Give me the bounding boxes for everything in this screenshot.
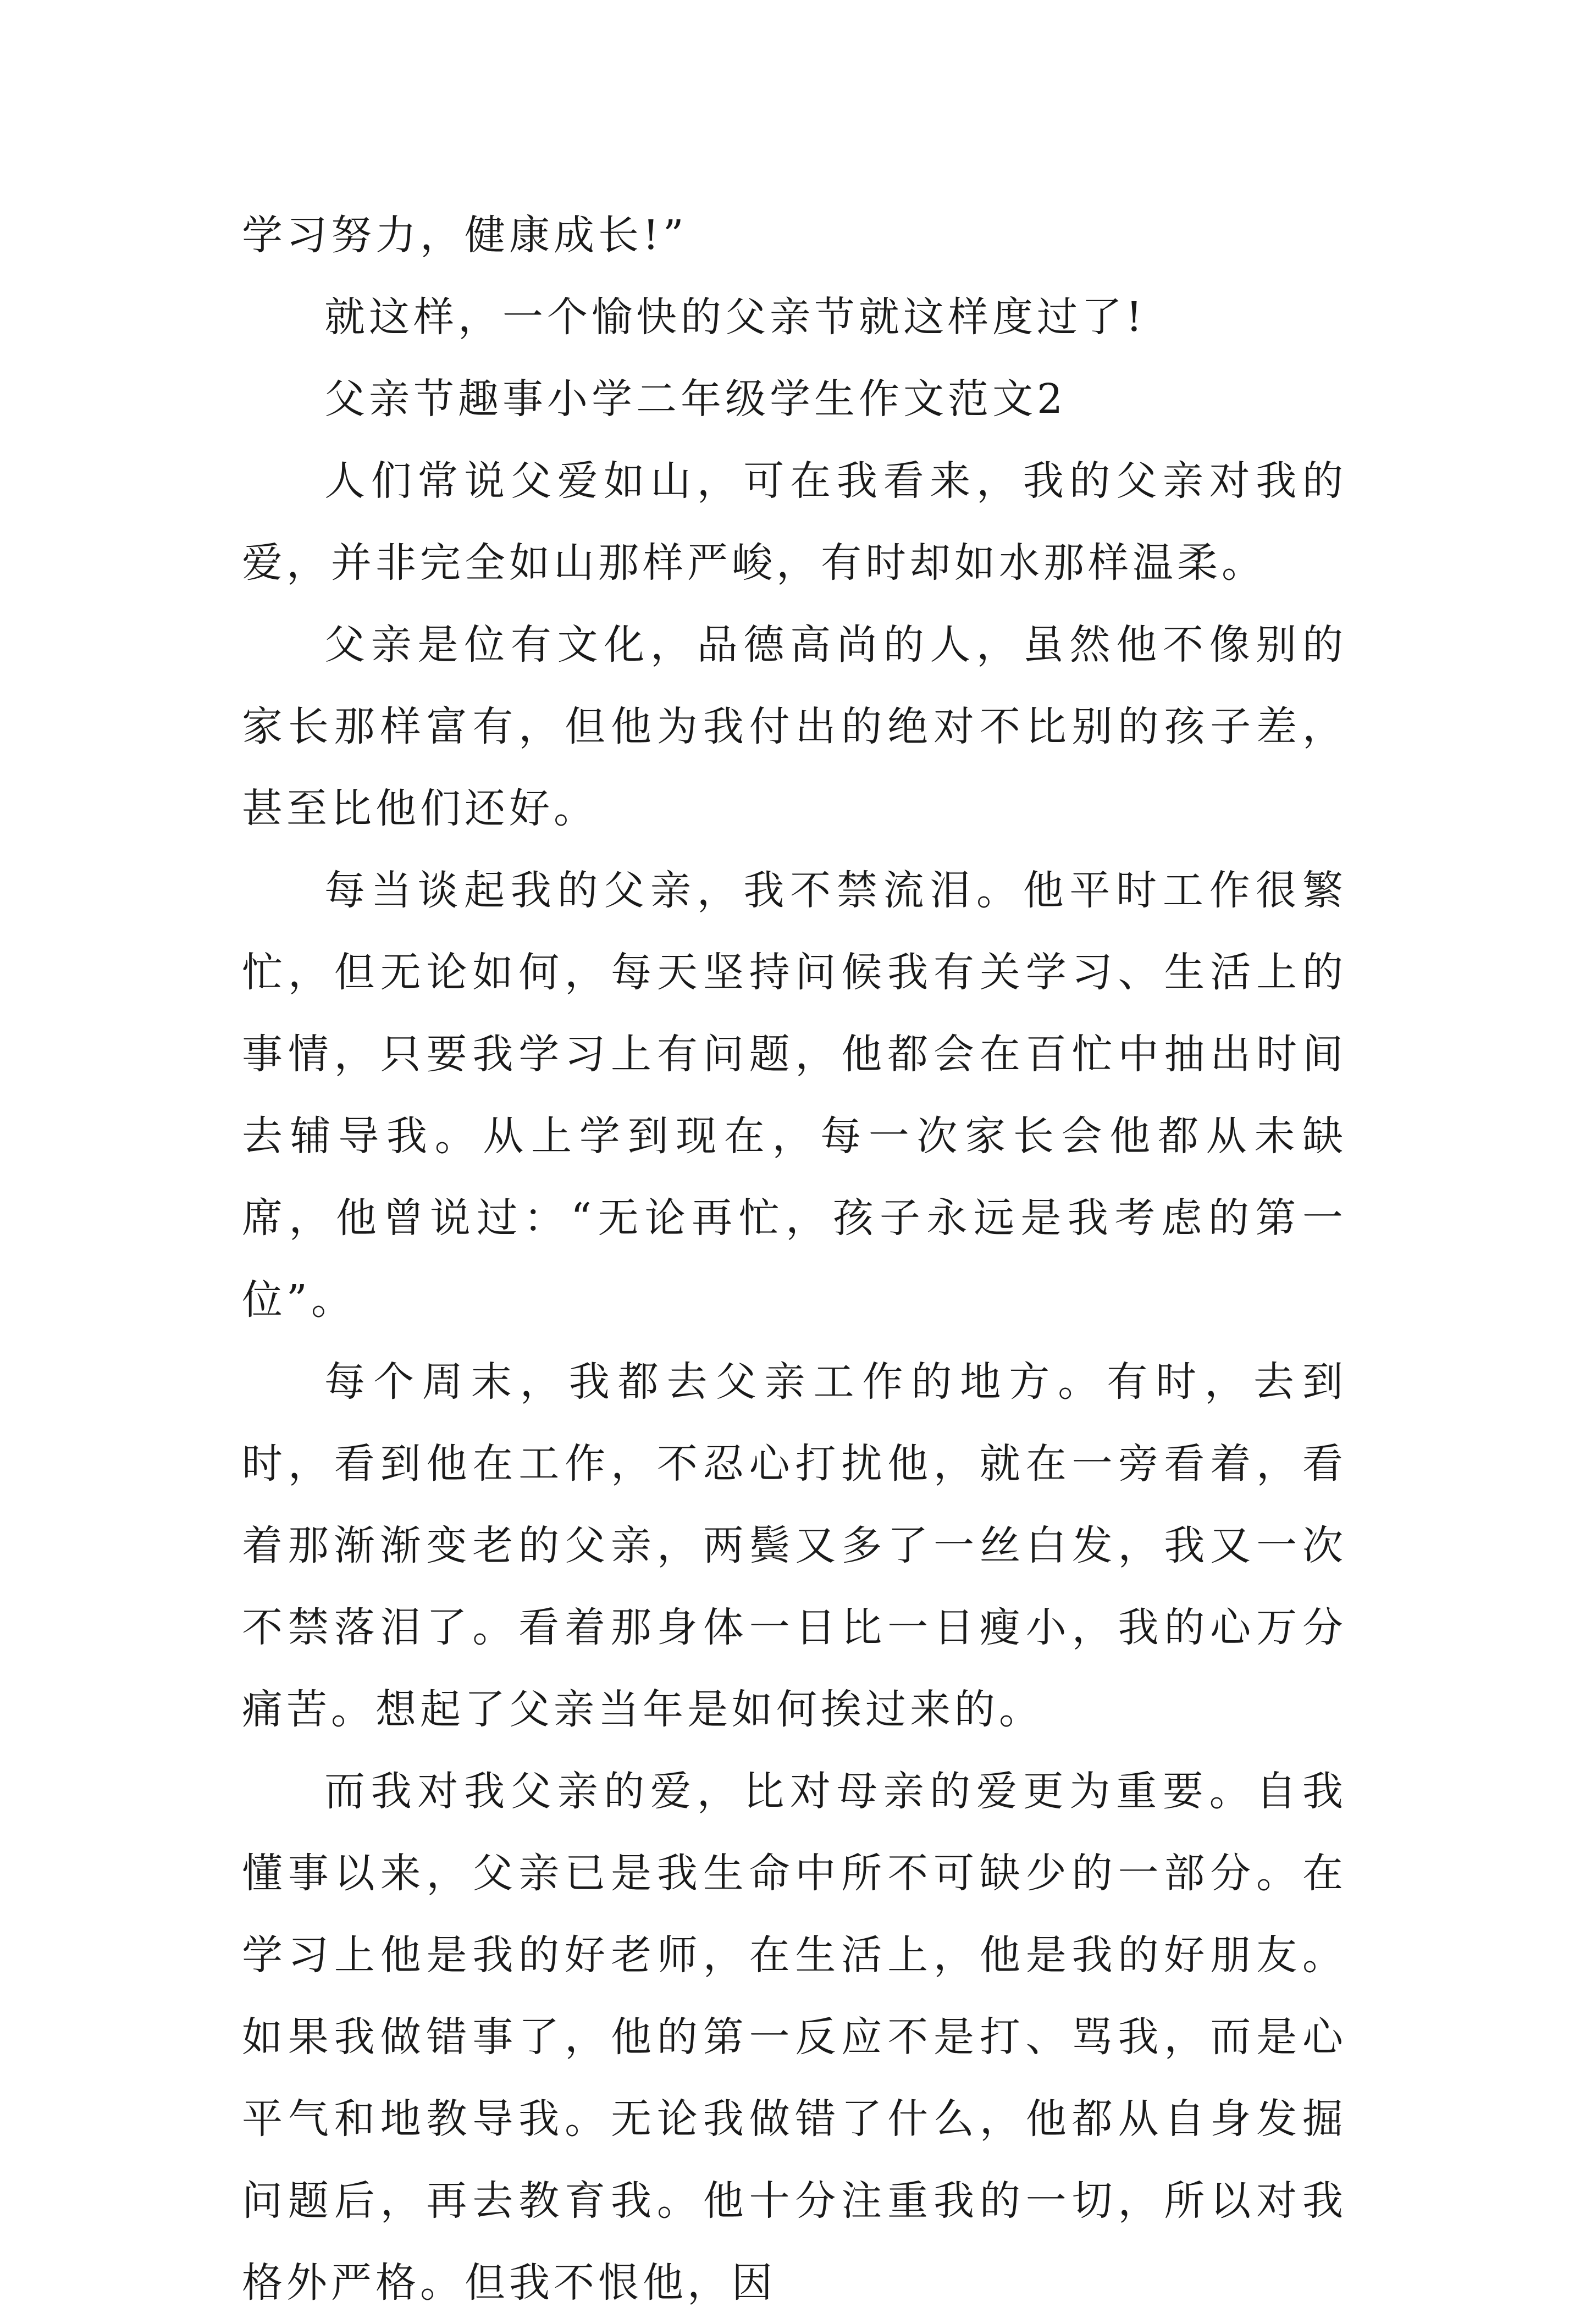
paragraph: 每个周末，我都去父亲工作的地方。有时，去到时，看到他在工作，不忍心打扰他，就在一旁看着，看着那渐渐变老的父亲，两鬓又多了一丝白发，我又一次不禁落泪了。看着那身体一日比一日瘦小，我的心万分痛苦。想起了父亲当年是如何挨过来的。 bbox=[242, 1358, 1347, 1733]
paragraph: 就这样，一个愉快的父亲节就这样度过了! bbox=[324, 294, 1146, 341]
paragraph: 每当谈起我的父亲，我不禁流泪。他平时工作很繁忙，但无论如何，每天坚持问候我有关学习、生活上的事情，只要我学习上有问题，他都会在百忙中抽出时间去辅导我。从上学到现在，每一次家长会他都从未缺席，他曾说过：“无论再忙，孩子永远是我考虑的第一位”。 bbox=[242, 867, 1347, 1324]
paragraph-continuation: 学习努力，健康成长!” bbox=[242, 212, 688, 259]
document-body bbox=[242, 195, 1347, 2324]
paragraph: 而我对我父亲的爱，比对母亲的爱更为重要。自我懂事以来，父亲已是我生命中所不可缺少的一部分。在学习上他是我的好老师，在生活上，他是我的好朋友。如果我做错事了，他的第一反应不是打、骂我，而是心平气和地教导我。无论我做错了什么，他都从自身发掘问题后，再去教育我。他十分注重我的一切，所以对我格外严格。但我不恨他，因 bbox=[242, 1768, 1347, 2306]
essay-heading: 父亲节趣事小学二年级学生作文范文2 bbox=[324, 375, 1067, 423]
paragraph: 人们常说父爱如山，可在我看来，我的父亲对我的爱，并非完全如山那样严峻，有时却如水那样温柔。 bbox=[242, 457, 1347, 586]
paragraph: 父亲是位有文化，品德高尚的人，虽然他不像别的家长那样富有，但他为我付出的绝对不比别的孩子差，甚至比他们还好。 bbox=[242, 621, 1347, 832]
